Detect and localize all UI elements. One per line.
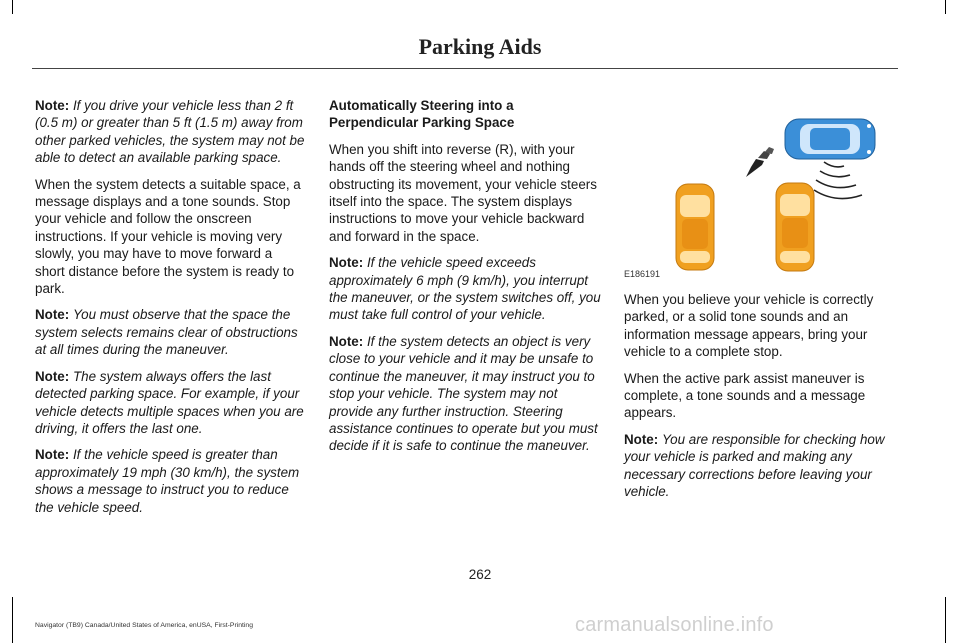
note-label: Note:	[624, 431, 659, 447]
note-paragraph	[329, 333, 601, 455]
note-paragraph	[329, 254, 601, 324]
note-paragraph	[35, 97, 305, 167]
note-label: Note:	[35, 98, 70, 113]
note-label: Note:	[35, 447, 70, 463]
crop-mark-bottom-left-v	[12, 597, 13, 643]
parking-diagram-svg	[624, 107, 896, 283]
note-label: Note:	[329, 255, 364, 271]
column-1	[35, 97, 305, 525]
crop-mark-top-left-v	[12, 0, 13, 14]
watermark: carmanualsonline.info	[575, 614, 774, 636]
body-paragraph: When you shift into reverse (R), with your hands off the steering wheel and nothing obstructing its movement, your vehicle steers itself into the space. The system displays instructions to move your vehicle backward and forward in the space.	[329, 141, 597, 244]
note-text: If the system detects an object is very close to your vehicle and it may be unsafe to continue the maneuver, it may instruct you to stop your vehicle. The system may not provide any further instruction. Steering assistance continues to operate but you must decide if it is safe to continue the maneuver.	[329, 333, 598, 454]
own-vehicle-icon	[785, 119, 875, 159]
footer-text: Navigator (TB9) Canada/United States of America, enUSA, First-Printing	[35, 622, 253, 629]
note-paragraph	[35, 446, 305, 516]
note-label: Note:	[35, 368, 70, 384]
crop-mark-bottom-right-v	[945, 597, 946, 643]
note-text: If you drive your vehicle less than 2 ft (0.5 m) or greater than 5 ft (1.5 m) away from other parked vehicles, the system may not be able to detect an available parking space.	[35, 98, 305, 166]
note-paragraph	[624, 431, 896, 501]
reverse-direction-arrow-icon	[746, 147, 774, 177]
body-paragraph: When you believe your vehicle is correctly parked, or a solid tone sounds and an information message appears, bring your vehicle to a complete stop.	[624, 292, 874, 360]
parked-vehicle-left-icon	[676, 184, 714, 270]
column-2	[329, 97, 601, 464]
body-paragraph: When the system detects a suitable space, a message displays and a tone sounds. Stop your vehicle and follow the onscreen instructions. If your vehicle is moving very slowly, you may have to move forward a short distance before the system is ready to park.	[35, 176, 301, 297]
note-text: You are responsible for checking how your vehicle is parked and making any necessary corrections before leaving your vehicle.	[624, 431, 885, 500]
page-title: Parking Aids	[418, 34, 542, 59]
body-paragraph: When the active park assist maneuver is complete, a tone sounds and a message appears.	[624, 370, 866, 421]
note-label: Note:	[329, 333, 364, 349]
note-text: You must observe that the space the system selects remains clear of obstructions at all times during the maneuver.	[35, 307, 298, 358]
note-paragraph	[35, 368, 305, 438]
note-paragraph	[35, 306, 305, 358]
note-label: Note:	[35, 307, 70, 323]
crop-mark-top-right-v	[945, 0, 946, 14]
sensor-waves-icon	[814, 162, 862, 199]
page-number: 262	[468, 567, 492, 582]
note-text: If the vehicle speed is greater than approximately 19 mph (30 km/h), the system shows a message to instruct you to reduce the vehicle speed.	[35, 447, 300, 515]
note-text: If the vehicle speed exceeds approximately 6 mph (9 km/h), you interrupt the maneuver, or the system switches off, you must take full control of your vehicle.	[329, 255, 601, 323]
figure-code: E186191	[624, 268, 661, 279]
column-3	[624, 101, 896, 509]
section-subheading: Automatically Steering into a Perpendicular Parking Space	[329, 98, 515, 131]
parked-vehicle-right-icon	[776, 183, 814, 271]
header-divider	[32, 68, 898, 69]
parking-illustration	[624, 107, 896, 283]
note-text: The system always offers the last detected parking space. For example, if your vehicle detects multiple spaces when you are driving, it offers the last one.	[35, 368, 304, 436]
